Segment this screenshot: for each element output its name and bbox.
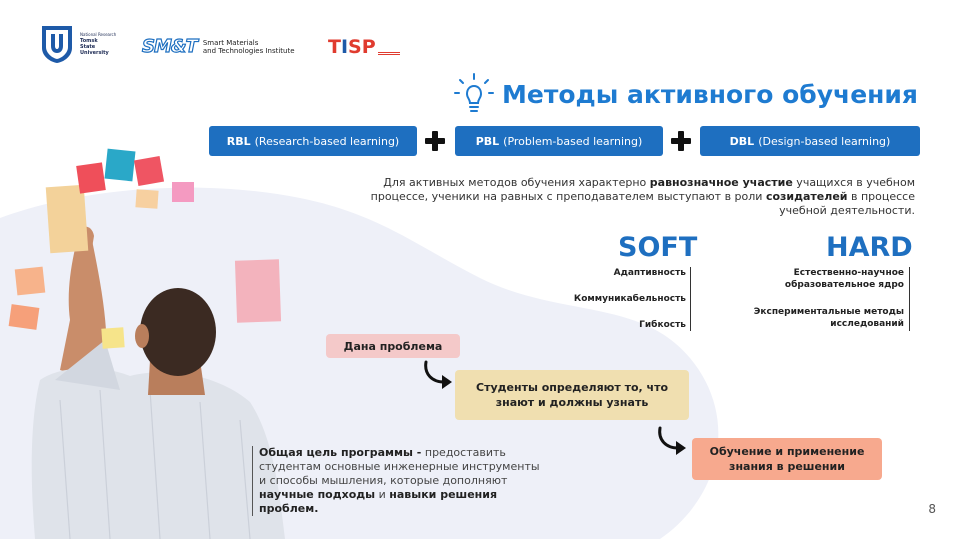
sticky-note: [105, 149, 136, 182]
desc-bold-1: равнозначное участие: [649, 176, 793, 189]
method-dbl-full: (Design-based learning): [758, 134, 891, 148]
flow-step-learning-application: Обучение и применение знания в решении: [692, 438, 882, 480]
method-dbl: [700, 126, 920, 156]
hard-item-science-core: Естественно-научное образовательное ядро: [784, 268, 904, 290]
sticky-note: [9, 304, 40, 330]
goal-lead: Общая цель программы -: [259, 446, 422, 459]
title-block: [454, 72, 918, 116]
flow-step-students-define: Студенты определяют то, что знают и должны узнать: [455, 370, 689, 420]
goal-bold-2: навыки решения проблем.: [259, 488, 498, 515]
tsu-line-1: National Research: [80, 32, 117, 37]
desc-part-1: Для активных методов обучения характерно: [383, 176, 650, 189]
curved-arrow-icon: [420, 360, 456, 390]
method-pbl-full: (Problem-based learning): [503, 134, 643, 148]
page-title: Методы активного обучения: [502, 79, 918, 109]
tisp-i: I: [340, 36, 349, 58]
smt-logo: [142, 36, 295, 57]
methods-description: [325, 176, 915, 218]
tisp-t: T: [328, 36, 341, 58]
sticky-note: [101, 327, 124, 348]
soft-item-adaptability: Адаптивность: [613, 268, 686, 278]
smt-text-line-1: Smart Materials: [202, 38, 259, 47]
sticky-note: [235, 259, 281, 322]
desc-part-3: в процессе учебной деятельности.: [779, 190, 915, 217]
tsu-line-3: State: [80, 44, 96, 50]
tsu-logo: [40, 24, 116, 64]
hard-title: HARD: [826, 232, 913, 263]
tisp-subline: [378, 52, 400, 55]
tsu-line-2: Tomsk: [80, 38, 98, 44]
flow-step-problem: Дана проблема: [326, 334, 460, 358]
goal-text: предоставить студентам основные инженерные инструменты и способы мышления, которые дополняют: [259, 446, 540, 487]
tisp-mark: [328, 37, 376, 57]
sticky-note: [15, 267, 46, 296]
desc-bold-2: созидателей: [765, 190, 848, 203]
method-pbl-abbr: PBL: [475, 134, 500, 148]
curved-arrow-icon: [654, 426, 690, 456]
soft-divider: [690, 267, 691, 331]
sticky-note: [135, 189, 158, 208]
soft-item-flexibility: Гибкость: [639, 320, 686, 330]
tsu-shield-icon: [40, 24, 74, 64]
goal-mid: и: [375, 488, 390, 501]
sticky-note: [46, 185, 89, 253]
plus-icon: [425, 131, 445, 151]
method-dbl-abbr: DBL: [729, 134, 755, 148]
page-number: 8: [928, 502, 936, 516]
soft-item-communication: Коммуникабельность: [573, 294, 686, 304]
lightbulb-icon: [454, 72, 494, 116]
sticky-note: [76, 162, 106, 193]
goal-bold-1: научные подходы: [259, 488, 376, 501]
soft-title: SOFT: [618, 232, 698, 263]
tisp-sp: SP: [348, 36, 376, 58]
hard-item-experimental-methods: Экспериментальные методы исследований: [753, 307, 904, 329]
sticky-note: [172, 182, 194, 202]
plus-icon: [671, 131, 691, 151]
hard-divider: [909, 267, 910, 331]
sticky-note: [134, 156, 164, 186]
tisp-logo: [328, 37, 400, 57]
tsu-line-4: University: [80, 50, 109, 56]
smt-mark: SM&T: [142, 36, 197, 57]
program-goal: [252, 446, 542, 516]
method-pbl: [455, 126, 663, 156]
smt-text-line-2: and Technologies Institute: [202, 46, 295, 55]
method-rbl-full: (Research-based learning): [254, 134, 400, 148]
desc-part-2: учащихся в учебном процессе, ученики на равных с преподавателем выступают в роли: [370, 176, 915, 203]
method-rbl-abbr: RBL: [226, 134, 251, 148]
